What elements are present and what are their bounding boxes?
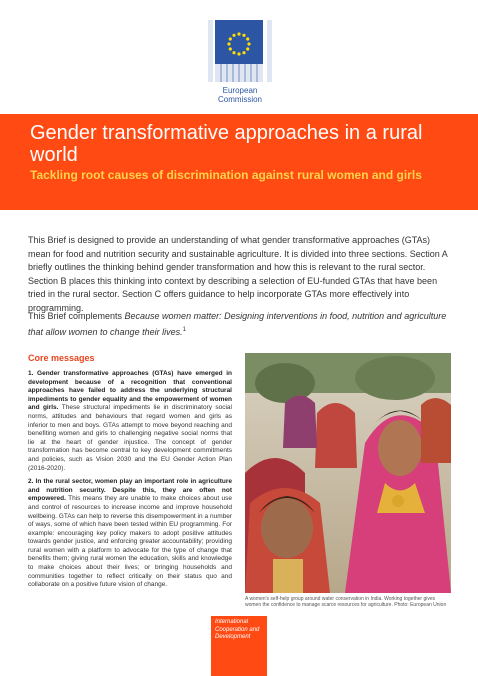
tag-text (215, 619, 265, 642)
logo-building-right (267, 20, 272, 82)
logo-label-line2: Commission (217, 95, 262, 104)
european-commission-logo[interactable] (206, 20, 274, 108)
core-message-2-lead: 2. In the rural sector, women play an important role in agriculture and nutrition security. Despite this, they are often not empowered. (28, 478, 232, 503)
logo-building-left (208, 20, 213, 82)
women-group-photo (245, 353, 451, 593)
core-message-1-body: These structural impediments lie in discriminatory social norms, attitudes and behaviours that regard women and girls as inferior to men and boys. GTAs attempt to move beyond reaching and benefiting women and girls to challenging negative social norms that lie at the heart of gender injustice. The concept of gender transformation has become central to key development commitments and policies, such as Vision 2030 and the EU Gender Action Plan (2016-2020). (28, 404, 232, 472)
document-title: Gender transformative approaches in a rural world (30, 122, 423, 166)
complement-text: This Brief complements (28, 311, 125, 321)
international-cooperation-tag (211, 616, 267, 676)
photo-caption: A women's self-help group around water conservation in India. Working together gives women the confidence to manage scarce resources for agriculture. Photo: European Union (245, 596, 447, 609)
title-banner (0, 114, 478, 210)
logo-label (206, 86, 274, 104)
intro-paragraph: This Brief is designed to provide an understanding of what gender transformative approaches (GTAs) mean for food and nutrition security and sustainable agriculture. It is divided into three sections. Section A briefly outlines the thinking behind gender transformation and how this is relevant to the rural sector. Section B places this thinking into context by describing a selection of EU-funded GTAs that have been tried in the rural sector. Section C offers guidance to help incorporate GTAs more effectively into programming. (28, 235, 448, 313)
eu-flag-icon (215, 20, 263, 82)
tag-line-1: International (215, 619, 249, 625)
complement-paragraph (28, 310, 452, 339)
core-message-2-body: This means they are unable to make choices about use and control of resources to increase income and improve household wellbeing. GTAs can help to reverse this disempowerment in a number of ways, some of which have been tested within EU programming. For example: encouraging key policy makers to adopt positive attitudes towards gender justice, and enforcing greater accountability; providing rural women with a platform to advocate for the type of change that benefits them; giving rural women the education, skills and knowledge to make choices about their lives; or bringing households and communities together to reflect critically on their status quo and collaborate on a positive future vision of change. (28, 495, 232, 589)
complement-title: Because women matter: Designing interventions in food, nutrition and agriculture that allow women to change their lives. (28, 311, 447, 337)
core-messages-column (28, 370, 232, 595)
footnote-ref[interactable]: 1 (182, 326, 186, 333)
core-message-2 (28, 478, 232, 590)
core-message-1-lead: 1. Gender transformative approaches (GTAs) have emerged in development because of a recognition that conventional approaches have failed to address the underlying structural impediments to gender equality and the empowerment of women and girls. (28, 370, 232, 412)
tag-line-3: Development (215, 634, 251, 640)
logo-label-line1: European (222, 86, 258, 95)
document-subtitle: Tackling root causes of discrimination against rural women and girls (30, 168, 422, 182)
tag-line-2: Cooperation and (215, 626, 260, 633)
core-message-1 (28, 370, 232, 473)
header (0, 0, 478, 114)
core-messages-heading: Core messages (28, 353, 95, 363)
